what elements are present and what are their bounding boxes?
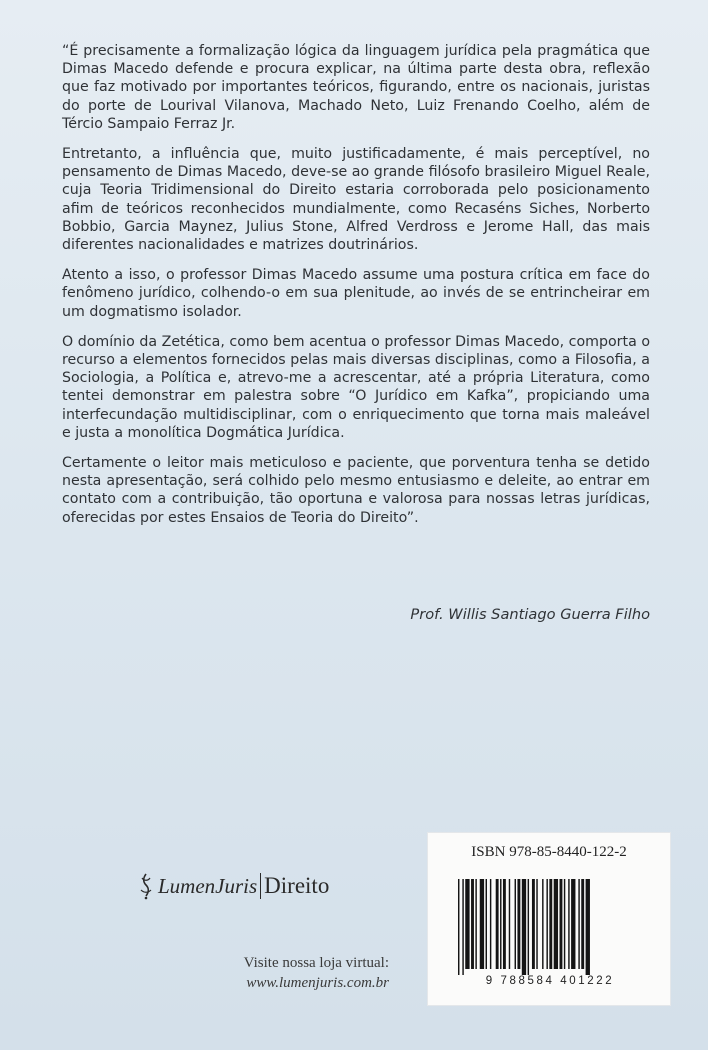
publisher-imprint: Direito <box>264 873 330 898</box>
barcode-bar <box>568 879 569 969</box>
paragraph-4: O domínio da Zetética, como bem acentua o professor Dimas Macedo, comporta o recurso a elementos fornecidos pelas mais diversas disciplinas, como a Filosofia, a Sociologia, a Política e, atrevo-me a acrescentar, até a própria Literatura, como tentei demonstrar em palestra sobre “O Jurídico em Kafka”, propiciando uma interfecundação multidisciplinar, com o enriquecimento que torna mais maleável e justa a monolítica Dogmática Jurídica. <box>62 333 650 441</box>
barcode-digits: 9 788584 401222 <box>485 975 615 987</box>
presentation-text <box>62 42 650 539</box>
barcode-bar <box>500 879 501 969</box>
barcode-bar <box>465 879 469 969</box>
barcode-bar <box>486 879 487 969</box>
publisher-name: LumenJuris <box>158 873 258 898</box>
barcode-bar <box>475 879 476 969</box>
barcode-bar <box>458 879 459 975</box>
paragraph-2: Entretanto, a influência que, muito justificadamente, é mais perceptível, no pensamento de Dimas Macedo, deve-se ao grande filósofo brasileiro Miguel Reale, cuja Teoria Tridimensional do Direito estaria corroborada pelo posicionamento afim de teóricos reconhecidos mundialmente, como Recaséns Siches, Norberto Bobbio, Garcia Maynez, Julius Stone, Alfred Verdross e Jerome Hall, das mais diferentes nacionalidades e matrizes doutrinários. <box>62 146 650 254</box>
barcode-bar <box>560 879 563 969</box>
isbn-label: ISBN 978-85-8440-122-2 <box>471 844 627 860</box>
barcode-bar <box>578 879 579 969</box>
author-signature: Prof. Willis Santiago Guerra Filho <box>410 606 650 623</box>
paragraph-3: Atento a isso, o professor Dimas Macedo assume uma postura crítica em face do fenômeno jurídico, colhendo-o em sua plenitude, ao invés de se entrincheirar em um dogmatismo isolador. <box>62 267 650 320</box>
publisher-logo <box>138 872 329 900</box>
isbn-barcode-box <box>427 832 671 1006</box>
barcode-image <box>454 879 646 975</box>
barcode-bar <box>480 879 484 969</box>
store-url[interactable]: www.lumenjuris.com.br <box>246 975 389 991</box>
barcode-bar <box>549 879 552 969</box>
barcode-bar <box>503 879 506 969</box>
barcode-bar <box>490 879 491 969</box>
barcode-bar <box>554 879 558 969</box>
barcode-bar <box>496 879 499 969</box>
barcode-bar <box>542 879 543 969</box>
paragraph-1: “É precisamente a formalização lógica da linguagem jurídica pela pragmática que Dimas Macedo defende e procura explicar, na última parte desta obra, reflexão que faz motivado por importantes teóricos, figurando, entre os nacionais, juristas do porte de Lourival Vilanova, Machado Neto, Luiz Frenando Coelho, além de Tércio Sampaio Ferraz Jr. <box>62 43 650 132</box>
store-info <box>205 953 389 993</box>
barcode-bar <box>522 879 526 975</box>
barcode-bar <box>564 879 565 969</box>
publisher-divider <box>260 873 261 899</box>
barcode-bar <box>515 879 516 969</box>
barcode-bar <box>586 879 590 975</box>
barcode-bar <box>509 879 510 969</box>
barcode-bar <box>546 879 547 969</box>
store-label: Visite nossa loja virtual: <box>243 955 389 971</box>
lumen-juris-logo-icon <box>138 872 154 900</box>
barcode-bar <box>528 879 529 975</box>
barcode-bar <box>536 879 537 969</box>
barcode-bar <box>471 879 474 969</box>
paragraph-5: Certamente o leitor mais meticuloso e paciente, que porventura tenha se detido nesta apresentação, será colhido pelo mesmo entusiasmo e deleite, ao entrar em contato com a contribuição, tão oportuna e valorosa para nossas letras jurídicas, oferecidas por estes Ensaios de Teoria do Direito”. <box>62 455 650 526</box>
barcode-bar <box>571 879 575 969</box>
barcode-bar <box>462 879 463 975</box>
barcode-bar <box>581 879 584 969</box>
barcode-bar <box>532 879 535 969</box>
barcode-bar <box>517 879 520 969</box>
